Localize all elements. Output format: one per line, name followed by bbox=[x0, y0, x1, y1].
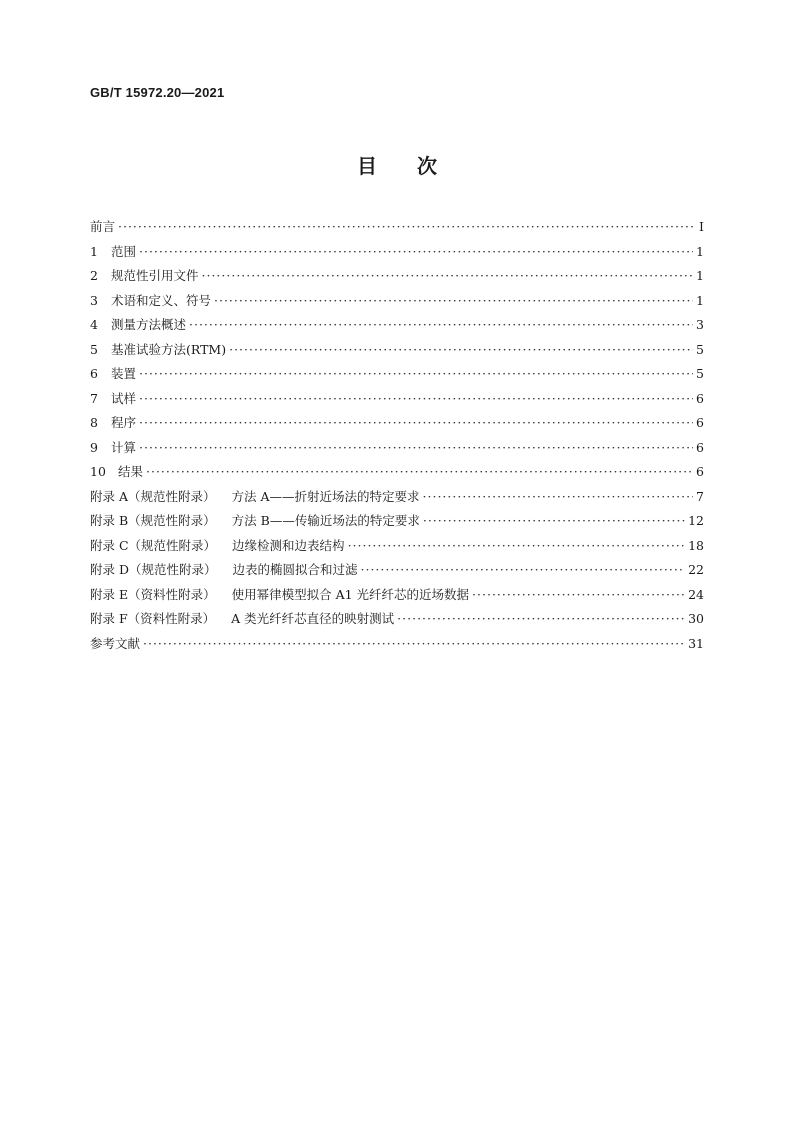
toc-entry-title: 计算 bbox=[111, 439, 137, 455]
toc-entry-label bbox=[90, 313, 186, 338]
toc-entry[interactable] bbox=[90, 509, 704, 534]
toc-entry-number: 5 bbox=[90, 341, 98, 357]
toc-entry-title: 测量方法概述 bbox=[111, 317, 187, 332]
toc-entry-label bbox=[90, 583, 469, 608]
toc-entry-label bbox=[90, 215, 115, 240]
toc-entry[interactable] bbox=[90, 362, 704, 387]
toc-entry-label bbox=[90, 607, 394, 632]
toc-entry-label bbox=[90, 264, 199, 289]
toc-entry[interactable] bbox=[90, 583, 704, 608]
toc-entry-page-number: 6 bbox=[696, 464, 704, 479]
toc-entry-label bbox=[90, 362, 136, 387]
toc-entry-label bbox=[90, 387, 136, 412]
dot-leader bbox=[139, 387, 693, 412]
toc-entry-title: 范围 bbox=[111, 243, 137, 259]
toc-entry-label bbox=[90, 338, 226, 363]
toc-entry-label bbox=[90, 460, 143, 485]
toc-entry-page-number: 12 bbox=[688, 513, 704, 528]
toc-entry-number: 附录 F（资料性附录） bbox=[90, 611, 216, 626]
toc-entry-page-number: 5 bbox=[696, 366, 704, 381]
toc-entry[interactable] bbox=[90, 338, 704, 363]
toc-entry-page-number: 30 bbox=[688, 611, 704, 626]
toc-entry-page-number: 24 bbox=[688, 586, 704, 602]
toc-entry-page-number: 18 bbox=[688, 537, 704, 553]
toc-entry-title: 结果 bbox=[118, 464, 144, 479]
toc-entry-page-number: 31 bbox=[688, 635, 704, 651]
toc-entry-title: A 类光纤纤芯直径的映射测试 bbox=[231, 611, 395, 626]
toc-entry[interactable] bbox=[90, 215, 704, 240]
toc-entry-number: 3 bbox=[90, 292, 98, 308]
toc-entry-title: 规范性引用文件 bbox=[111, 268, 199, 283]
toc-entry-title: 方法 B——传输近场法的特定要求 bbox=[231, 513, 420, 528]
toc-entry-number: 附录 A（规范性附录） bbox=[90, 488, 216, 504]
toc-entry-title: 方法 A——折射近场法的特定要求 bbox=[231, 488, 420, 504]
toc-entry[interactable] bbox=[90, 485, 704, 510]
toc-entry-title: 前言 bbox=[90, 219, 116, 234]
page-title: 目次 bbox=[357, 154, 477, 178]
table-of-contents bbox=[90, 215, 704, 656]
toc-entry-page-number: 7 bbox=[696, 488, 704, 504]
toc-entry-title: 试样 bbox=[111, 390, 137, 406]
toc-entry-number: 7 bbox=[90, 390, 98, 406]
dot-leader bbox=[361, 558, 686, 583]
toc-entry[interactable] bbox=[90, 607, 704, 632]
dot-leader bbox=[423, 509, 685, 534]
toc-entry-page-number: 1 bbox=[696, 292, 704, 308]
toc-entry-title: 程序 bbox=[111, 415, 137, 430]
toc-entry-page-number: 1 bbox=[696, 268, 704, 283]
toc-entry-title: 术语和定义、符号 bbox=[111, 292, 212, 308]
standard-code: GB/T 15972.20—2021 bbox=[90, 85, 225, 100]
toc-entry-page-number: 6 bbox=[696, 390, 704, 406]
dot-leader bbox=[229, 338, 693, 363]
toc-entry[interactable] bbox=[90, 411, 704, 436]
toc-entry-number: 10 bbox=[90, 464, 106, 479]
dot-leader bbox=[139, 240, 693, 265]
toc-entry-number: 8 bbox=[90, 415, 98, 430]
toc-entry-title: 边缘检测和边表结构 bbox=[232, 537, 345, 553]
toc-entry[interactable] bbox=[90, 387, 704, 412]
toc-entry-label bbox=[90, 632, 140, 657]
toc-entry-number: 附录 D（规范性附录） bbox=[90, 562, 217, 577]
toc-entry-number: 附录 E（资料性附录） bbox=[90, 586, 216, 602]
toc-entry-title: 基准试验方法(RTM) bbox=[111, 341, 227, 357]
toc-entry-label bbox=[90, 436, 136, 461]
toc-entry[interactable] bbox=[90, 534, 704, 559]
toc-entry-title: 边表的椭圆拟合和过滤 bbox=[232, 562, 358, 577]
toc-entry-page-number: 6 bbox=[696, 439, 704, 455]
dot-leader bbox=[139, 436, 693, 461]
dot-leader bbox=[214, 289, 693, 314]
toc-entry-number: 6 bbox=[90, 366, 98, 381]
dot-leader bbox=[472, 583, 685, 608]
dot-leader bbox=[146, 460, 693, 485]
toc-entry-number: 4 bbox=[90, 317, 98, 332]
toc-entry-label bbox=[90, 509, 420, 534]
toc-entry-title: 参考文献 bbox=[90, 635, 141, 651]
toc-entry-page-number: Ⅰ bbox=[699, 219, 704, 234]
toc-entry-title: 装置 bbox=[111, 366, 137, 381]
dot-leader bbox=[397, 607, 685, 632]
toc-entry[interactable] bbox=[90, 436, 704, 461]
dot-leader bbox=[143, 632, 685, 657]
toc-entry[interactable] bbox=[90, 240, 704, 265]
toc-entry-title: 使用幂律模型拟合 A1 光纤纤芯的近场数据 bbox=[231, 586, 470, 602]
toc-entry-page-number: 3 bbox=[696, 317, 704, 332]
dot-leader bbox=[118, 215, 693, 240]
dot-leader bbox=[202, 264, 693, 289]
toc-entry-page-number: 6 bbox=[696, 415, 704, 430]
toc-entry-label bbox=[90, 240, 136, 265]
dot-leader bbox=[139, 362, 693, 387]
toc-entry-number: 2 bbox=[90, 268, 98, 283]
toc-entry-page-number: 5 bbox=[696, 341, 704, 357]
toc-entry-page-number: 22 bbox=[688, 562, 704, 577]
toc-entry[interactable] bbox=[90, 632, 704, 657]
dot-leader bbox=[423, 485, 693, 510]
dot-leader bbox=[139, 411, 693, 436]
toc-entry[interactable] bbox=[90, 289, 704, 314]
toc-entry-label bbox=[90, 534, 345, 559]
toc-entry-number: 9 bbox=[90, 439, 98, 455]
toc-entry-number: 附录 B（规范性附录） bbox=[90, 513, 216, 528]
dot-leader bbox=[348, 534, 686, 559]
dot-leader bbox=[189, 313, 693, 338]
toc-entry-label bbox=[90, 558, 358, 583]
toc-entry-number: 1 bbox=[90, 243, 98, 259]
toc-entry-label bbox=[90, 289, 211, 314]
toc-entry-label bbox=[90, 485, 420, 510]
toc-entry[interactable] bbox=[90, 264, 704, 289]
toc-entry[interactable] bbox=[90, 460, 704, 485]
toc-entry-number: 附录 C（规范性附录） bbox=[90, 537, 217, 553]
toc-entry[interactable] bbox=[90, 558, 704, 583]
toc-entry-label bbox=[90, 411, 136, 436]
toc-entry-page-number: 1 bbox=[696, 243, 704, 259]
toc-entry[interactable] bbox=[90, 313, 704, 338]
